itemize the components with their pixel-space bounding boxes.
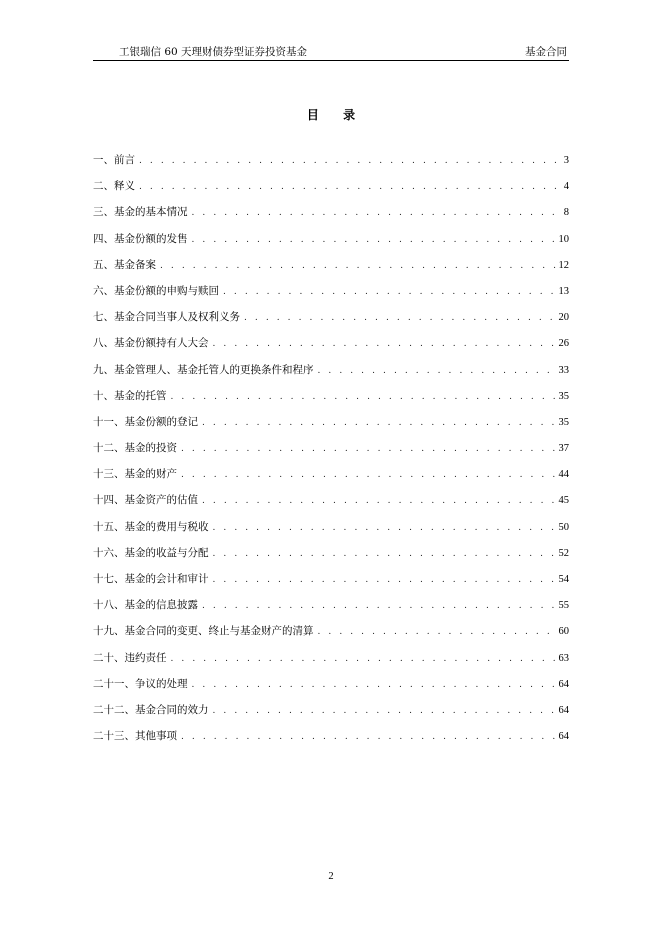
toc-dot-leader (244, 310, 557, 326)
toc-entry[interactable] (93, 571, 569, 597)
toc-entry-label: 十一、基金份额的登记 (93, 415, 198, 428)
header-document-type: 基金合同 (525, 46, 567, 58)
toc-entry[interactable] (93, 388, 569, 414)
toc-dot-leader (318, 363, 557, 379)
toc-entry[interactable] (93, 440, 569, 466)
toc-dot-leader (318, 624, 557, 640)
toc-entry[interactable] (93, 178, 569, 204)
toc-entry-page: 26 (558, 338, 569, 350)
toc-entry[interactable] (93, 257, 569, 283)
toc-dot-leader (213, 336, 557, 352)
toc-entry-page: 3 (563, 155, 569, 166)
toc-dot-leader (192, 205, 562, 221)
toc-title: 目 录 (306, 108, 366, 122)
toc-dot-leader (171, 389, 557, 405)
toc-entry[interactable] (93, 545, 569, 571)
toc-dot-leader (160, 258, 557, 274)
toc-entry-page: 12 (558, 259, 569, 271)
toc-dot-leader (202, 598, 557, 614)
page-number: 2 (328, 871, 334, 882)
toc-entry-page: 54 (558, 574, 569, 585)
toc-entry-label: 二十一、争议的处理 (93, 677, 188, 690)
toc-entry-label: 四、基金份额的发售 (93, 232, 188, 245)
toc-dot-leader (192, 232, 557, 248)
toc-entry-label: 十二、基金的投资 (93, 442, 177, 455)
toc-entry-label: 九、基金管理人、基金托管人的更换条件和程序 (93, 363, 314, 376)
toc-dot-leader (213, 703, 557, 719)
toc-dot-leader (213, 546, 557, 562)
toc-entry-page: 64 (558, 731, 569, 743)
toc-entry-label: 十四、基金资产的估值 (93, 494, 198, 507)
toc-entry-label: 十、基金的托管 (93, 389, 167, 402)
toc-entry-label: 二、释义 (93, 180, 135, 193)
toc-entry-label: 十七、基金的会计和审计 (93, 573, 209, 585)
toc-dot-leader (223, 284, 557, 300)
toc-entry-page: 8 (563, 207, 569, 219)
toc-entry-label: 十三、基金的财产 (93, 468, 177, 481)
toc-entry-page: 10 (558, 233, 569, 245)
toc-entry-page: 64 (558, 678, 569, 690)
toc-list (93, 152, 569, 754)
toc-entry-label: 一、前言 (93, 154, 135, 166)
toc-entry-page: 55 (558, 600, 569, 612)
toc-entry-page: 33 (558, 364, 569, 376)
toc-entry-label: 十六、基金的收益与分配 (93, 546, 209, 559)
header-fund-name: 工银瑞信 60 天理财债券型证券投资基金 (119, 46, 308, 58)
toc-dot-leader (202, 415, 557, 431)
toc-dot-leader (181, 441, 557, 457)
toc-entry-label: 二十二、基金合同的效力 (93, 703, 209, 716)
toc-entry[interactable] (93, 676, 569, 702)
toc-dot-leader (181, 729, 557, 745)
toc-dot-leader (139, 179, 562, 195)
toc-entry-page: 52 (558, 547, 569, 559)
toc-dot-leader (202, 493, 557, 509)
toc-entry[interactable] (93, 283, 569, 309)
toc-entry-label: 十九、基金合同的变更、终止与基金财产的清算 (93, 625, 314, 638)
toc-entry-label: 十八、基金的信息披露 (93, 599, 198, 612)
toc-dot-leader (139, 153, 562, 169)
toc-entry-page: 63 (558, 652, 569, 664)
toc-entry-page: 60 (558, 626, 569, 638)
toc-entry[interactable] (93, 204, 569, 230)
toc-entry-page: 20 (558, 312, 569, 324)
toc-entry[interactable] (93, 597, 569, 623)
toc-dot-leader (213, 572, 557, 588)
toc-entry[interactable] (93, 519, 569, 545)
toc-entry-label: 八、基金份额持有人大会 (93, 337, 209, 350)
toc-dot-leader (192, 677, 557, 693)
toc-entry[interactable] (93, 362, 569, 388)
toc-entry-label: 七、基金合同当事人及权利义务 (93, 311, 240, 324)
toc-dot-leader (181, 467, 557, 483)
toc-entry[interactable] (93, 414, 569, 440)
toc-entry[interactable] (93, 309, 569, 335)
toc-entry-page: 4 (563, 181, 569, 193)
toc-entry-page: 44 (558, 469, 569, 481)
toc-entry-page: 35 (558, 416, 569, 428)
toc-dot-leader (171, 651, 557, 667)
toc-entry-label: 六、基金份额的申购与赎回 (93, 284, 219, 297)
toc-entry-label: 五、基金备案 (93, 258, 156, 271)
toc-entry-page: 45 (558, 495, 569, 507)
toc-entry-page: 13 (558, 285, 569, 297)
toc-entry-label: 十五、基金的费用与税收 (93, 520, 209, 533)
toc-entry[interactable] (93, 335, 569, 361)
toc-entry[interactable] (93, 650, 569, 676)
toc-entry-label: 三、基金的基本情况 (93, 206, 188, 219)
toc-entry[interactable] (93, 152, 569, 178)
toc-entry-label: 二十三、其他事项 (93, 730, 177, 743)
toc-entry-label: 二十、违约责任 (93, 651, 167, 664)
toc-entry-page: 50 (558, 521, 569, 533)
page-header (93, 46, 569, 61)
toc-entry[interactable] (93, 492, 569, 518)
toc-entry-page: 37 (558, 443, 569, 455)
toc-entry[interactable] (93, 702, 569, 728)
toc-entry[interactable] (93, 728, 569, 754)
toc-entry[interactable] (93, 231, 569, 257)
toc-entry[interactable] (93, 466, 569, 492)
toc-entry-page: 64 (558, 704, 569, 716)
toc-dot-leader (213, 520, 557, 536)
toc-entry[interactable] (93, 623, 569, 649)
toc-entry-page: 35 (558, 390, 569, 402)
